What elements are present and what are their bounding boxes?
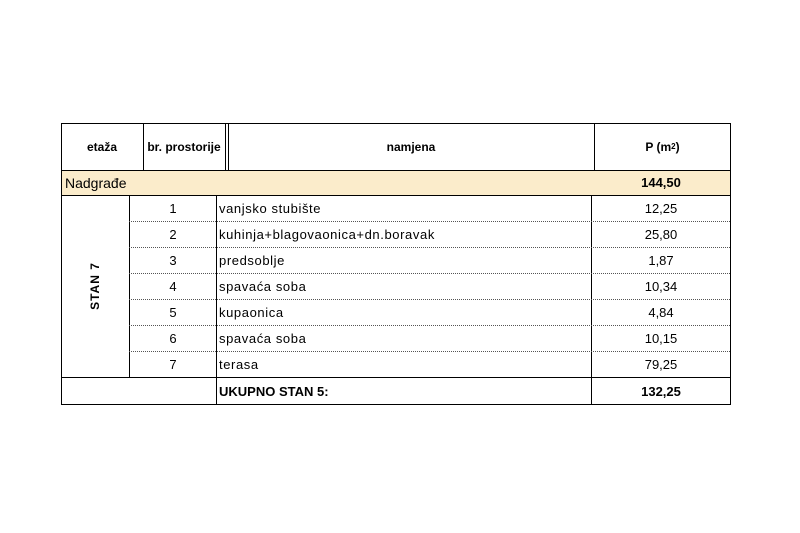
header-br-prostorije: br. prostorije [147,139,221,154]
row-area: 4,84 [648,304,674,320]
footer-label: UKUPNO STAN 5: [219,383,329,399]
row-name: vanjsko stubište [219,200,322,216]
section-label: Nadgrađe [65,174,127,191]
header-etaza: etaža [86,139,118,154]
row-area: 79,25 [644,356,678,372]
row-area: 10,15 [644,330,678,346]
row-area: 25,80 [644,226,678,242]
row-area: 1,87 [648,252,674,268]
footer-total: 132,25 [641,383,681,399]
header-namjena: namjena [386,139,436,154]
row-area: 12,25 [644,200,678,216]
row-number: 5 [169,304,177,320]
area-table [61,123,731,405]
section-total: 144,50 [641,175,681,190]
row-number: 2 [169,226,177,242]
row-name: kupaonica [219,304,284,320]
row-number: 3 [169,252,177,268]
row-name: spavaća soba [219,278,307,294]
group-label: STAN 7 [87,262,102,310]
row-name: spavaća soba [219,330,307,346]
row-name: terasa [219,356,259,372]
row-area: 10,34 [644,278,678,294]
row-number: 1 [169,200,177,216]
row-number: 4 [169,278,177,294]
row-name: predsoblje [219,252,285,268]
header-area: P (m 2 ) [645,139,680,154]
row-number: 6 [169,330,177,346]
row-number: 7 [169,356,177,372]
row-name: kuhinja+blagovaonica+dn.boravak [219,226,435,242]
